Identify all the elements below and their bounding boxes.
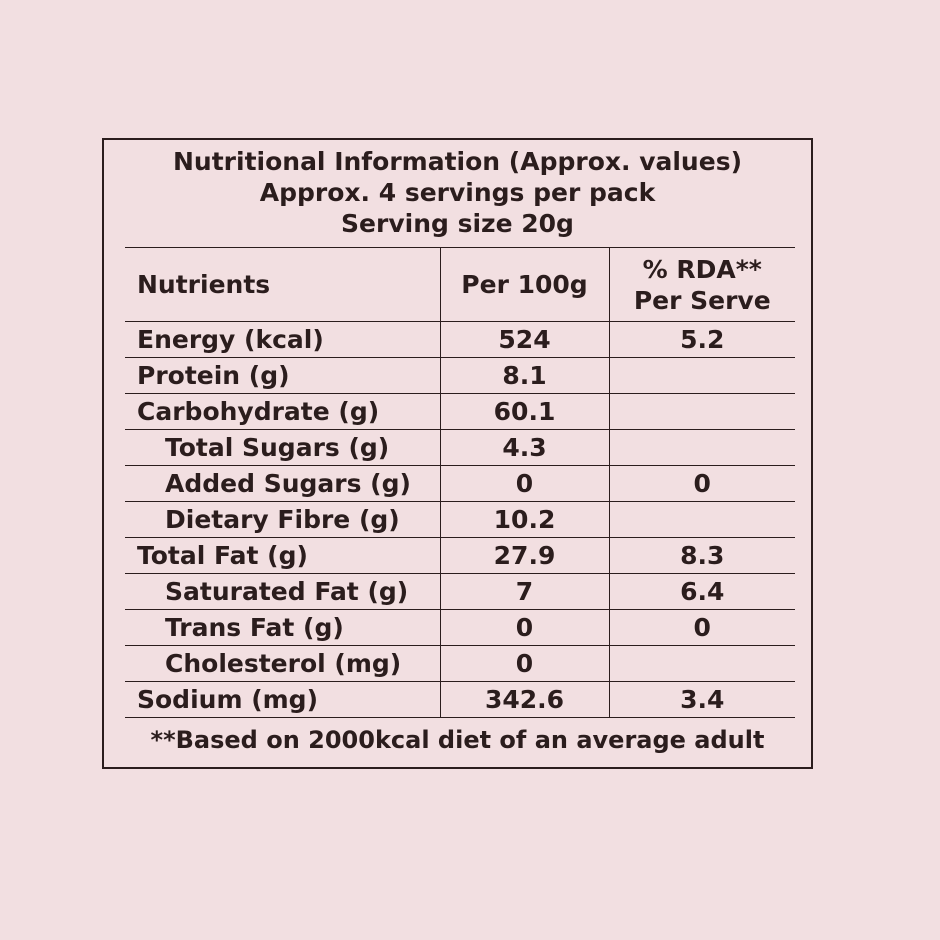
rda-value: 6.4 — [609, 574, 795, 610]
rda-value — [609, 646, 795, 682]
footnote: **Based on 2000kcal diet of an average adult — [150, 726, 765, 754]
table-row — [125, 574, 795, 610]
per-100g-value: 0 — [440, 466, 609, 502]
per-100g-value: 10.2 — [440, 502, 609, 538]
rda-value: 0 — [609, 466, 795, 502]
per-100g-value: 0 — [440, 646, 609, 682]
rda-value — [609, 502, 795, 538]
label-title: Nutritional Information (Approx. values) — [173, 147, 742, 176]
per-100g-value: 342.6 — [440, 682, 609, 718]
nutrient-name: Saturated Fat (g) — [125, 574, 440, 610]
table-row — [125, 322, 795, 358]
table-header-row — [125, 248, 795, 322]
table-row — [125, 646, 795, 682]
table-row — [125, 358, 795, 394]
nutrient-name: Total Sugars (g) — [125, 430, 440, 466]
rda-header-line1: % RDA** — [642, 254, 762, 284]
rda-value: 5.2 — [609, 322, 795, 358]
per-100g-value: 27.9 — [440, 538, 609, 574]
nutrient-name: Energy (kcal) — [125, 322, 440, 358]
table-row — [125, 538, 795, 574]
nutrition-table-body — [125, 322, 795, 718]
table-row — [125, 466, 795, 502]
per-100g-value: 0 — [440, 610, 609, 646]
table-row — [125, 682, 795, 718]
per-100g-value: 524 — [440, 322, 609, 358]
per-100g-value: 7 — [440, 574, 609, 610]
table-row — [125, 502, 795, 538]
rda-value — [609, 394, 795, 430]
per-100g-value: 4.3 — [440, 430, 609, 466]
serving-size: Serving size 20g — [341, 209, 574, 238]
rda-header-line2: Per Serve — [633, 285, 771, 315]
nutrient-name: Cholesterol (mg) — [125, 646, 440, 682]
table-row — [125, 610, 795, 646]
nutrient-name: Dietary Fibre (g) — [125, 502, 440, 538]
nutrition-label — [102, 138, 813, 769]
rda-value: 3.4 — [609, 682, 795, 718]
column-header-nutrients: Nutrients — [125, 248, 440, 322]
rda-value: 0 — [609, 610, 795, 646]
nutrient-name: Trans Fat (g) — [125, 610, 440, 646]
nutrient-name: Sodium (mg) — [125, 682, 440, 718]
servings-per-pack: Approx. 4 servings per pack — [259, 178, 656, 207]
nutrient-name: Added Sugars (g) — [125, 466, 440, 502]
per-100g-value: 8.1 — [440, 358, 609, 394]
column-header-per-100g: Per 100g — [440, 248, 609, 322]
nutrient-name: Carbohydrate (g) — [125, 394, 440, 430]
nutrient-name: Total Fat (g) — [125, 538, 440, 574]
nutrient-name: Protein (g) — [125, 358, 440, 394]
rda-value — [609, 358, 795, 394]
rda-value — [609, 430, 795, 466]
nutrition-table — [125, 247, 795, 718]
table-row — [125, 394, 795, 430]
rda-value: 8.3 — [609, 538, 795, 574]
column-header-rda — [609, 248, 795, 322]
table-row — [125, 430, 795, 466]
per-100g-value: 60.1 — [440, 394, 609, 430]
label-header — [104, 146, 811, 239]
